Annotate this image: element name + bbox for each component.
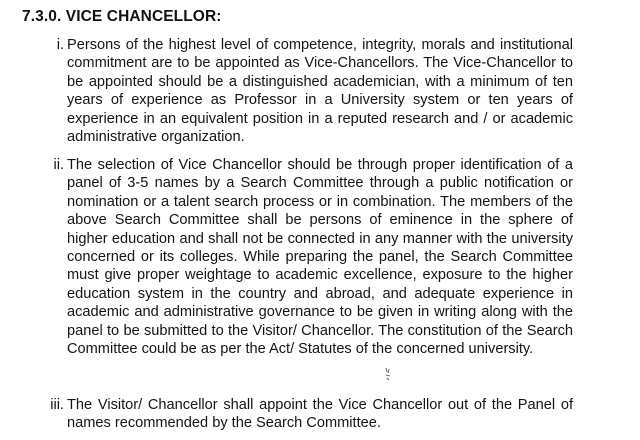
item-numeral: ii. — [53, 157, 64, 173]
item-numeral: iii. — [50, 397, 64, 413]
item-text: Persons of the highest level of competence, integrity, morals and institutional commitment are to be appointed as Vice-Chancellors. The Vice-Chancellor to be appointed should be a distinguished academician, with a minimum of ten years of experience as Professor in a University system or ten years of experience in an equivalent position in a reputed research and / or academic administrative organization. — [67, 37, 573, 146]
item-text: The Visitor/ Chancellor shall appoint the Vice Chancellor out of the Panel of names recommended by the Search Committee. — [67, 397, 573, 432]
section-heading: 7.3.0. VICE CHANCELLOR: — [22, 8, 222, 25]
item-text: The selection of Vice Chancellor should be through proper identification of a panel of 3-5 names by a Search Committee through a public notification or nomination or a talent search process or in combination. The members of the above Search Committee shall be persons of eminence in the sphere of higher education and shall not be connected in any manner with the university concerned or its colleges. While preparing the panel, the Search Committee must give proper weightage to academic excellence, exposure to the higher education system in the country and abroad, and adequate experience in academic and administrative governance to be given in writing along with the panel to be submitted to the Visitor/ Chancellor. The constitution of the Search Committee could be as per the Act/ Statutes of the concerned university. — [67, 157, 573, 358]
scan-speck-mark — [384, 367, 392, 381]
item-numeral: i. — [56, 37, 64, 53]
